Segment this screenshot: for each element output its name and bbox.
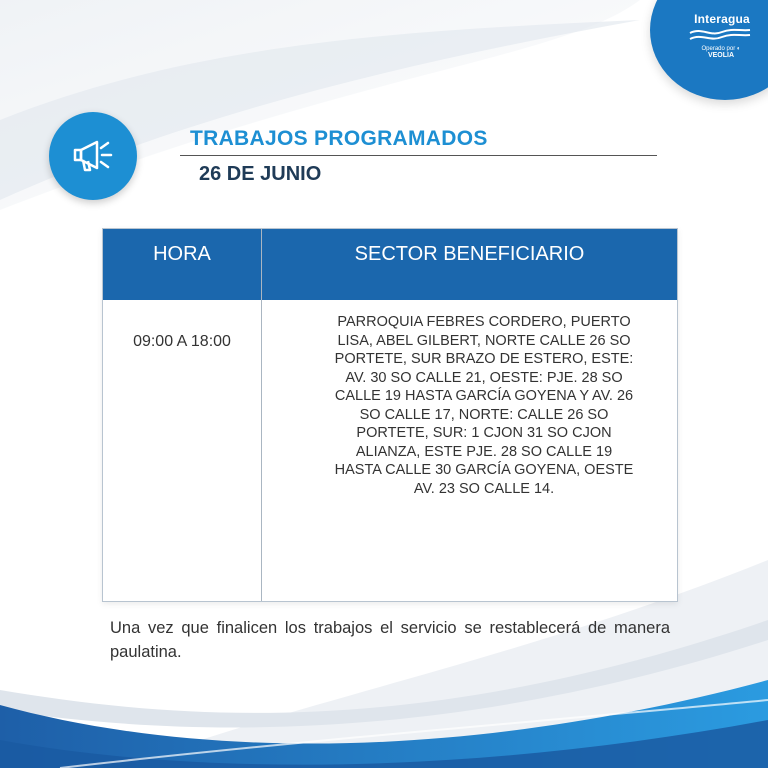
- table-cell-hora: 09:00 A 18:00: [133, 333, 231, 350]
- column-divider: [261, 229, 262, 601]
- logo-waves-icon: [688, 27, 752, 43]
- logo-name: Interagua: [694, 12, 750, 26]
- column-header-hora: HORA: [153, 243, 211, 265]
- megaphone-badge: [49, 112, 137, 200]
- footer-note: Una vez que finalicen los trabajos el servicio se restablecerá de manera paulatina.: [110, 619, 670, 661]
- title-divider: [180, 155, 657, 156]
- logo-operator: [688, 46, 754, 59]
- logo-partner: VEOLIA: [707, 52, 735, 59]
- schedule-date: 26 DE JUNIO: [199, 163, 322, 185]
- veolia-icon: ◐: [736, 46, 741, 52]
- table-cell-sector: PARROQUIA FEBRES CORDERO, PUERTO LISA, ABEL GILBERT, NORTE CALLE 26 SO PORTETE, SUR BRAZO DE ESTERO, ESTE: AV. 30 SO CALLE 21, OESTE: PJE. 28 SO CALLE 19 HASTA GARCÍA GOYENA Y AV. 26 SO CALLE 17, NORTE: CALLE 26 SO PORTETE, SUR: 1 CJON 31 SO CJON ALIANZA, ESTE PJE. 28 SO CALLE 19 HASTA CALLE 30 GARCÍA GOYENA, OESTE AV. 23 SO CALLE 14.: [334, 314, 634, 497]
- megaphone-icon: [71, 134, 115, 178]
- column-header-sector: SECTOR BENEFICIARIO: [354, 243, 585, 265]
- page-title: TRABAJOS PROGRAMADOS: [190, 127, 488, 150]
- logo-operated-by: Operado por: [701, 46, 736, 52]
- table-header: [103, 229, 677, 300]
